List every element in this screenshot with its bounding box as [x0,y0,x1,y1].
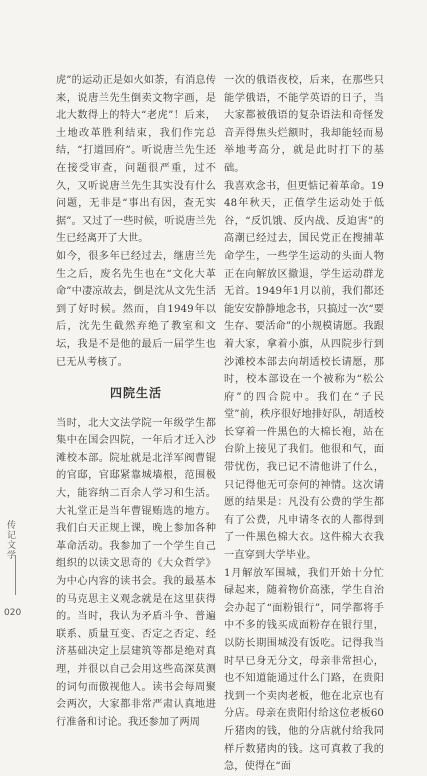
section-heading: 四院生活 [109,386,162,401]
left-text-column [56,72,216,731]
right-paragraph-1: 一次的俄语夜校，后来，在那些只能学俄语，不能学英语的日子，当大家都被俄语的复杂语法和奇怪发音弄得焦头烂额时，我却能轻而易举地考高分，就是此时打下的基础。 [224,75,384,174]
right-text-column [224,72,384,776]
right-paragraph-3: 1月解放军围城，我们开始十分忙碌起来，随着物价高涨，学生自治会办起了“面粉银行”，同学都将手中不多的钱买成面粉存在银行里，以防长期围城没有饭吃。记得我当时早已身无分文，母亲非常担心，也不知道能通过什么门路，在贵阳找到一个卖肉老板，他在北京也有分店。母亲在贵阳付给这位老板60斤猪肉的钱，他的分店就付给我同样斤数猪肉的钱。这可真救了我的急，使得在“面 [224,567,384,773]
left-paragraph-2: 如今，很多年已经过去，继唐兰先生之后，废名先生也在“文化大革命”中凄凉故去，倒是沈从文先生活到了好时候。然而，自1949年以后，沈先生截然弃绝了教室和文坛，我是不是他的最后一届学生也已无从考核了。 [56,250,216,368]
left-paragraph-1: 虎”的运动正是如火如荼，有消息传来，说唐兰先生倒卖文物字画，是北大数得上的特大“老虎”！后来，土地改革胜利结束，我们作完总结，“打道回府”。听说唐兰先生还在接受审查，问题很严重，过不久，又听说唐兰先生其实没有什么问题，无非是“事出有因，查无实据”。又过了一些时候，听说唐兰先生已经离开了大世。 [56,75,216,245]
right-paragraph-2: 我喜欢念书，但更惦记着革命。1948年秋天，正值学生运动处于低谷，“反饥饿、反内战、反迫害”的高潮已经过去，国民党正在搜捕革命学生，一些学生运动的头面人物正在向解放区撤退，学生运动群龙无首。1949年1月以前，我们都还能安安静静地念书，只搞过一次“要生存、要活命”的小规模请愿。我跟着大家，拿着小旗，从四院步行到沙滩校本部去向胡适校长请愿，那时，校本部设在一个被称为“松公府”的四合院中。我们在“子民堂”前，秩序很好地排好队，胡适校长穿着一件黑色的大棉长袍，站在台阶上接见了我们。他很和气，面带忧伤，我已记不清他讲了什么，只记得他无可奈何的神情。这次请愿的结果是：凡没有公费的学生都有了公费，凡申请冬衣的人都得到了一件黑色棉大衣。这件棉大衣我一直穿到大学毕业。 [224,180,384,562]
publication-side-label: 传记文学 [5,520,15,560]
side-divider [15,555,16,595]
page-number: 020 [4,608,22,618]
left-paragraph-3: 当时，北大文法学院一年级学生都集中在国会四院，一年后才迁入沙滩校本部。院址就是北洋军阀曹锟的官邸，官邸紧靠城墙根，范围极大，能容纳二百余人学习和生活。大礼堂正是当年曹锟贿选的地方。我们白天正规上课，晚上参加各种革命活动。我参加了一个学生自己组织的以读文思奇的《大众哲学》为中心内容的读书会。我的最基本的马克思主义观念就是在这里获得的。当时，我认为矛盾斗争、普遍联系、质量互变、否定之否定、经济基础决定上层建筑等都是绝对真理，并很以自己会用这些高深莫测的词句而傲视他人。读书会每周聚会两次，大家都非常严肃认真地进行准备和讨论。我还参加了两周 [56,417,216,728]
